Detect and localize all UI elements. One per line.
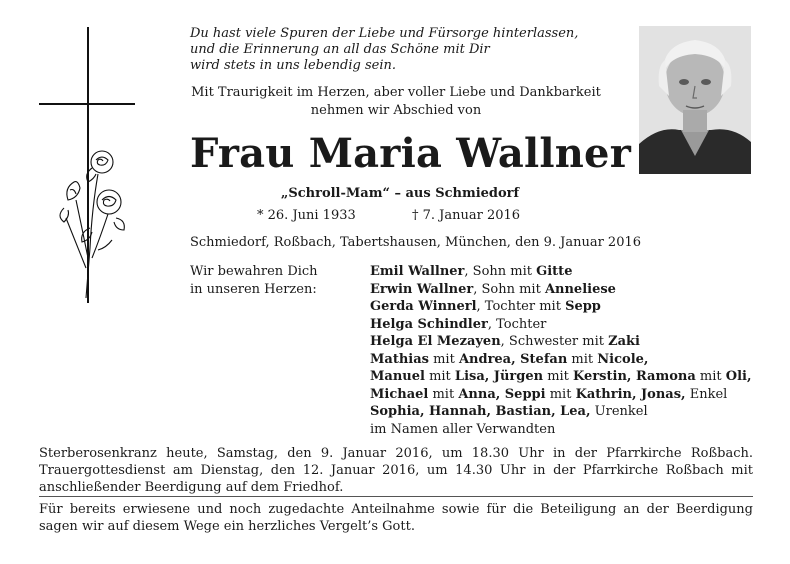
poem-line: wird stets in uns lebendig sein. <box>190 58 396 73</box>
family-name: Andrea, Stefan <box>458 351 568 367</box>
birth-date: * 26. Juni 1933 <box>257 208 356 223</box>
family-line <box>370 316 780 334</box>
family-name: Kathrin, Jonas, <box>575 386 686 402</box>
family-name: Gerda Winnerl <box>370 299 477 314</box>
family-name: Sophia, Hannah, Bastian, Lea, <box>370 404 591 419</box>
family-text: Enkel <box>685 386 728 402</box>
family-text: mit <box>567 351 598 367</box>
family-line <box>370 368 780 386</box>
poem-line: Du hast viele Spuren der Liebe und Fürsorge hinterlassen, <box>190 26 579 41</box>
family-line <box>370 386 780 404</box>
family-text: mit <box>545 386 576 402</box>
poem-line: und die Erinnerung an all das Schöne mit Dir <box>190 42 490 57</box>
family-name: Anna, Seppi <box>458 386 546 402</box>
family-name: Mathias <box>370 351 429 367</box>
family-text: , Tochter <box>487 316 547 332</box>
remembrance-line: in unseren Herzen: <box>190 281 317 297</box>
family-line <box>370 281 780 299</box>
rosary-and-funeral-info: Sterberosenkranz heute, Samstag, den 9. Januar 2016, um 18.30 Uhr in der Pfarrkirche Roßbach. Trauergottesdienst am Dienstag, den 12. Januar 2016, um 14.30 Uhr in der Pfarrkirche Roßbach mit anschließender Beerdigung auf dem Friedhof. <box>39 446 753 495</box>
family-line <box>370 298 780 316</box>
intro-line: Mit Traurigkeit im Herzen, aber voller Liebe und Dankbarkeit <box>191 85 601 100</box>
family-name: Sepp <box>565 299 601 314</box>
family-name: Erwin Wallner <box>370 281 474 297</box>
family-text: mit <box>428 351 459 367</box>
family-text: , Sohn mit <box>473 281 545 297</box>
family-line <box>370 403 780 421</box>
family-name: Zaki <box>608 334 640 349</box>
thanks-text: Für bereits erwiesene und noch zugedachte Anteilnahme sowie für die Beteiligung an der Beerdigung sagen wir auf diesem Wege ein herzliches Vergelt’s Gott. <box>39 502 753 534</box>
deceased-name: Frau Maria Wallner <box>190 130 631 177</box>
family-line <box>370 351 780 369</box>
family-name: Helga El Mezayen <box>370 334 501 349</box>
death-date: † 7. Januar 2016 <box>412 208 521 223</box>
family-line <box>370 421 780 439</box>
family-name: Michael <box>370 386 429 402</box>
family-name: Emil Wallner <box>370 264 465 279</box>
family-line <box>370 333 780 351</box>
family-text: , Schwester mit <box>500 334 609 349</box>
remembrance-line: Wir bewahren Dich <box>190 264 318 279</box>
family-name: Nicole, <box>597 351 649 367</box>
family-text: mit <box>543 369 574 384</box>
family-text: mit <box>695 369 726 384</box>
family-text: mit <box>424 369 455 384</box>
divider <box>39 496 753 497</box>
family-text: mit <box>428 386 459 402</box>
family-line <box>370 263 780 281</box>
family-name: Oli, <box>725 369 752 384</box>
family-text: , Tochter mit <box>476 299 566 314</box>
family-text: im Namen aller Verwandten <box>370 421 556 437</box>
family-name: Kerstin, Ramona <box>573 369 696 384</box>
cross-bar <box>39 103 135 105</box>
family-text: Urenkel <box>590 404 648 419</box>
family-name: Lisa, Jürgen <box>454 369 544 384</box>
intro-line: nehmen wir Abschied von <box>310 103 482 118</box>
remembrance-label <box>190 263 350 298</box>
family-text: , Sohn mit <box>464 264 537 279</box>
roses-illustration <box>52 148 134 298</box>
family-name: Manuel <box>370 369 425 384</box>
family-name: Gitte <box>536 264 573 279</box>
portrait-photo <box>639 26 751 174</box>
intro <box>182 84 610 120</box>
place-and-date: Schmiedorf, Roßbach, Tabertshausen, München, den 9. Januar 2016 <box>190 235 642 250</box>
family-name: Helga Schindler <box>370 316 488 332</box>
nickname: „Schroll-Mam“ – aus Schmiedorf <box>280 186 520 201</box>
poem <box>190 26 610 74</box>
family-list <box>370 263 780 438</box>
family-name: Anneliese <box>544 281 616 297</box>
